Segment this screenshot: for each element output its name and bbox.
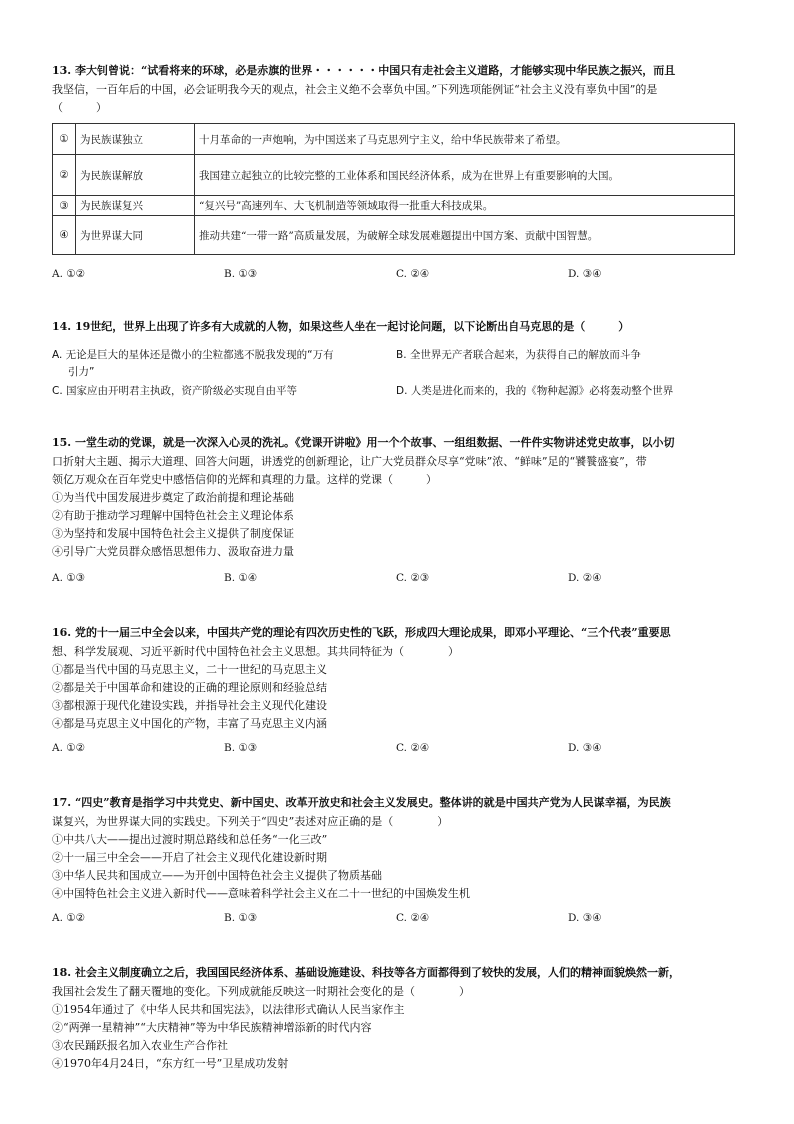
- q13-stem-line-2: 我坚信，一百年后的中国，必会证明我今天的观点，社会主义绝不会辜负中国。”下列选项能例证“社会主义没有辜负中国”的是: [52, 83, 658, 96]
- q15-statement-1: ①为当代中国发展进步奠定了政治前提和理论基础: [52, 491, 294, 504]
- row-text: 十月革命的一声炮响，为中国送来了马克思列宁主义，给中华民族带来了希望。: [195, 124, 735, 155]
- row-label: 为民族谋独立: [76, 124, 195, 155]
- q15-option-c[interactable]: C. ②③: [396, 572, 430, 584]
- row-number: ③: [53, 196, 76, 216]
- q17-option-c[interactable]: C. ②④: [396, 912, 430, 924]
- q18-statement-1: ①1954年通过了《中华人民共和国宪法》，以法律形式确认人民当家作主: [52, 1003, 405, 1016]
- q15-stem-line-3: 领亿万观众在百年党史中感悟信仰的光辉和真理的力量。这样的党课（ ）: [52, 473, 437, 486]
- q13-table: [52, 123, 735, 255]
- q15-stem-line-2: 口折射大主题、揭示大道理、回答大问题，讲透党的创新理论，让广大党员群众尽享“党味”浓、“鲜味”足的“饕餮盛宴”，带: [52, 455, 647, 468]
- q17-option-d[interactable]: D. ③④: [568, 912, 602, 924]
- q15-option-d[interactable]: D. ②④: [568, 572, 602, 584]
- q13-option-b[interactable]: B. ①③: [224, 268, 258, 280]
- row-text: 我国建立起独立的比较完整的工业体系和国民经济体系，成为在世界上有重要影响的大国。: [195, 155, 735, 196]
- q16-option-d[interactable]: D. ③④: [568, 742, 602, 754]
- row-number: ④: [53, 216, 76, 255]
- q13-stem-line-3: （ ）: [52, 101, 107, 114]
- q18-stem-line-1: 18. 社会主义制度确立之后，我国国民经济体系、基础设施建设、科技等各方面都得到了较快的发展，人们的精神面貌焕然一新，: [52, 966, 680, 979]
- q16-statement-2: ②都是关于中国革命和建设的正确的理论原则和经验总结: [52, 681, 327, 694]
- table-row: [53, 196, 735, 216]
- row-text: “复兴号”高速列车、大飞机制造等领域取得一批重大科技成果。: [195, 196, 735, 216]
- q17-option-b[interactable]: B. ①③: [224, 912, 258, 924]
- q13-option-c[interactable]: C. ②④: [396, 268, 430, 280]
- q17-statement-4: ④中国特色社会主义进入新时代——意味着科学社会主义在二十一世纪的中国焕发生机: [52, 887, 470, 900]
- q13-option-d[interactable]: D. ③④: [568, 268, 602, 280]
- q16-stem-line-1: 16. 党的十一届三中全会以来，中国共产党的理论有四次历史性的飞跃，形成四大理论成果，即邓小平理论、“三个代表”重要思: [52, 626, 671, 639]
- row-number: ①: [53, 124, 76, 155]
- q14-option-a-line-2[interactable]: 引力”: [68, 366, 95, 378]
- table-row: [53, 124, 735, 155]
- q15-option-b[interactable]: B. ①④: [224, 572, 258, 584]
- q14-option-b[interactable]: B. 全世界无产者联合起来，为获得自己的解放而斗争: [396, 349, 641, 361]
- q15-statement-2: ②有助于推动学习理解中国特色社会主义理论体系: [52, 509, 294, 522]
- q17-stem-line-1: 17. “四史”教育是指学习中共党史、新中国史、改革开放史和社会主义发展史。整体讲的就是中国共产党为人民谋幸福，为民族: [52, 796, 671, 809]
- q13-stem-line-1: 13. 李大钊曾说：“试看将来的环球，必是赤旗的世界・・・・・・中国只有走社会主义道路，才能够实现中华民族之振兴，而且: [52, 64, 676, 77]
- q16-option-b[interactable]: B. ①③: [224, 742, 258, 754]
- q16-stem-line-2: 想、科学发展观、习近平新时代中国特色社会主义思想。其共同特征为（ ）: [52, 645, 459, 658]
- q17-stem-line-2: 谋复兴，为世界谋大同的实践史。下列关于“四史”表述对应正确的是（ ）: [52, 815, 449, 828]
- row-text: 推动共建“一带一路”高质量发展，为破解全球发展难题提出中国方案、贡献中国智慧。: [195, 216, 735, 255]
- q16-option-c[interactable]: C. ②④: [396, 742, 430, 754]
- table-row: [53, 216, 735, 255]
- row-number: ②: [53, 155, 76, 196]
- q16-statement-4: ④都是马克思主义中国化的产物，丰富了马克思主义内涵: [52, 717, 327, 730]
- q15-option-a[interactable]: A. ①③: [52, 572, 86, 584]
- q14-option-d[interactable]: D. 人类是进化而来的，我的《物种起源》必将轰动整个世界: [396, 385, 674, 397]
- q18-statement-2: ②“两弹一星精神”“大庆精神”等为中华民族精神增添新的时代内容: [52, 1021, 372, 1034]
- q13-option-a[interactable]: A. ①②: [52, 268, 86, 280]
- q15-stem-line-1: 15. 一堂生动的党课，就是一次深入心灵的洗礼。《党课开讲啦》用一个个故事、一组组数据、一件件实物讲述党史故事，以小切: [52, 436, 675, 449]
- q18-stem-line-2: 我国社会发生了翻天覆地的变化。下列成就能反映这一时期社会变化的是（ ）: [52, 985, 470, 998]
- q17-statement-3: ③中华人民共和国成立——为开创中国特色社会主义提供了物质基础: [52, 869, 382, 882]
- q17-statement-2: ②十一届三中全会——开启了社会主义现代化建设新时期: [52, 851, 327, 864]
- row-label: 为民族谋解放: [76, 155, 195, 196]
- q18-statement-4: ④1970年4月24日，“东方红一号”卫星成功发射: [52, 1057, 289, 1070]
- q17-option-a[interactable]: A. ①②: [52, 912, 86, 924]
- q14-option-c[interactable]: C. 国家应由开明君主执政，资产阶级必实现自由平等: [52, 385, 298, 397]
- q16-option-a[interactable]: A. ①②: [52, 742, 86, 754]
- table-row: [53, 155, 735, 196]
- row-label: 为世界谋大同: [76, 216, 195, 255]
- q14-option-a-line-1[interactable]: A. 无论是巨大的星体还是微小的尘粒都逃不脱我发现的“万有: [52, 349, 334, 361]
- q15-statement-3: ③为坚持和发展中国特色社会主义提供了制度保证: [52, 527, 294, 540]
- q16-statement-1: ①都是当代中国的马克思主义，二十一世纪的马克思主义: [52, 663, 327, 676]
- q18-statement-3: ③农民踊跃报名加入农业生产合作社: [52, 1039, 228, 1052]
- q15-statement-4: ④引导广大党员群众感悟思想伟力、汲取奋进力量: [52, 545, 294, 558]
- q16-statement-3: ③都根源于现代化建设实践，并指导社会主义现代化建设: [52, 699, 327, 712]
- q17-statement-1: ①中共八大——提出过渡时期总路线和总任务“一化三改”: [52, 833, 328, 846]
- q14-stem: 14. 19世纪，世界上出现了许多有大成就的人物，如果这些人坐在一起讨论问题，以下论断出自马克思的是（ ）: [52, 320, 630, 333]
- row-label: 为民族谋复兴: [76, 196, 195, 216]
